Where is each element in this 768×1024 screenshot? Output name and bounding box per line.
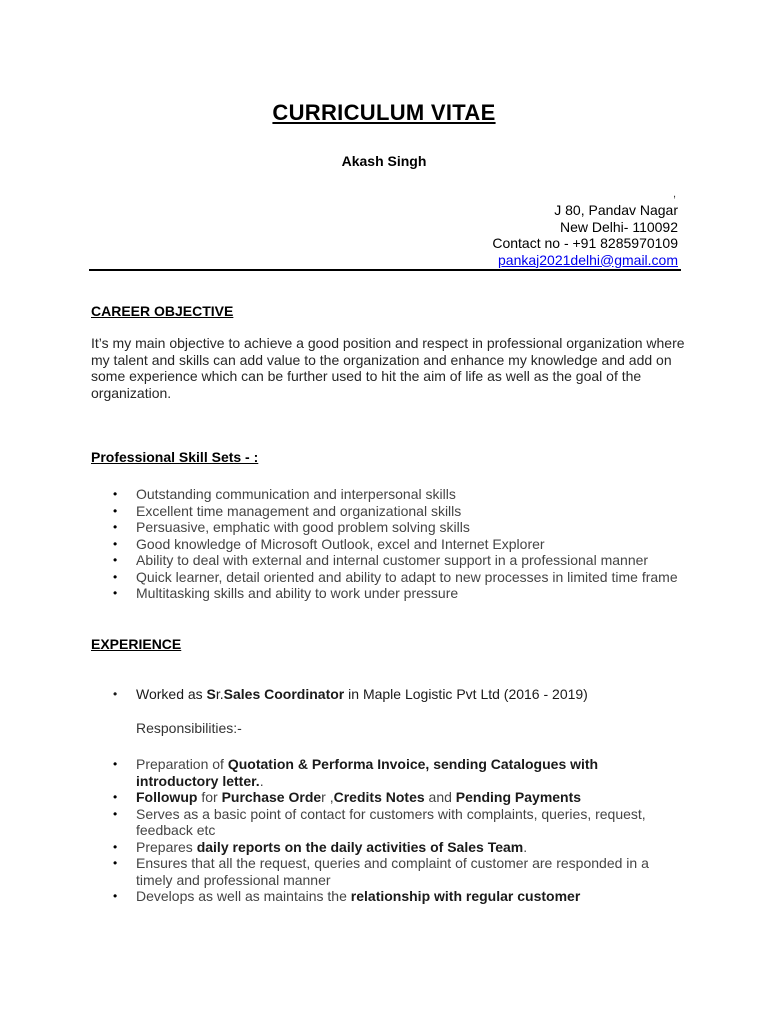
contact-number: Contact no - +91 8285970109	[492, 235, 678, 251]
list-item	[91, 855, 661, 888]
resp-text: r ,	[321, 789, 334, 805]
bullet-icon: •	[113, 503, 118, 518]
objective-line: It’s my main objective to achieve a good position and respect in professional organization where	[91, 335, 685, 351]
document-title: CURRICULUM VITAE	[272, 100, 496, 125]
resp-bold: relationship with regular customer	[350, 888, 581, 904]
objective-line: organization.	[91, 384, 172, 401]
bullet-icon: •	[113, 487, 118, 501]
contact-block	[492, 202, 678, 268]
resp-bold: Purchase Orde	[221, 789, 322, 805]
list-item	[91, 839, 661, 856]
bullet-icon: •	[113, 520, 118, 534]
job-title: Sales Coordinator	[223, 686, 345, 702]
resp-bold: Quotation & Performa Invoice, sending Catalogues with	[227, 756, 599, 772]
job-s: S	[206, 686, 216, 702]
responsibilities-list	[91, 756, 661, 905]
resp-bold: Followup	[136, 789, 198, 805]
bullet-icon: •	[113, 757, 118, 771]
bullet-icon: •	[113, 553, 118, 567]
objective-line: my talent and skills can add value to the organization and enhance my knowledge and add on	[91, 351, 672, 368]
bullet-icon: •	[113, 536, 118, 551]
bullet-icon: •	[113, 569, 118, 584]
resp-bold: Credits Notes	[333, 789, 425, 805]
list-item	[91, 503, 678, 520]
career-objective-heading: CAREER OBJECTIVE	[91, 303, 234, 319]
header-divider	[89, 269, 681, 271]
resp-text: Develops as well as maintains the	[136, 888, 351, 904]
job-company: in Maple Logistic Pvt Ltd (2016 - 2019)	[344, 686, 588, 702]
resp-text: Prepares	[136, 838, 197, 855]
resp-bold: introductory letter.	[136, 772, 260, 789]
job-text	[91, 686, 588, 702]
skill-text: Outstanding communication and interpersonal skills	[136, 486, 456, 502]
resp-text: .	[523, 838, 528, 855]
bullet-icon: •	[113, 806, 118, 821]
bullet-icon: •	[113, 839, 118, 854]
resp-text: Serves as a basic point of contact for customers with complaints, queries, request,	[136, 805, 646, 822]
skills-list	[91, 486, 678, 602]
list-item	[91, 519, 678, 536]
bullet-icon: •	[113, 790, 118, 804]
job-prefix: Worked as	[136, 686, 207, 702]
skill-text: Quick learner, detail oriented and ability to adapt to new processes in limited time frame	[136, 568, 678, 585]
list-item	[91, 585, 678, 602]
job-entry	[91, 686, 588, 702]
experience-heading: EXPERIENCE	[91, 636, 182, 652]
bullet-icon: •	[113, 856, 118, 870]
objective-line: some experience which can be further used to hit the aim of life as well as the goal of the	[91, 368, 642, 384]
list-item	[91, 569, 678, 586]
resp-text: Preparation of	[136, 756, 228, 772]
bullet-icon: •	[113, 687, 118, 701]
skill-text: Persuasive, emphatic with good problem solving skills	[136, 519, 470, 535]
resp-text: feedback etc	[136, 822, 216, 838]
skills-heading: Professional Skill Sets - :	[91, 449, 259, 465]
list-item	[91, 552, 678, 569]
list-item	[91, 536, 678, 553]
skill-text: Ability to deal with external and internal customer support in a professional manner	[136, 552, 649, 568]
candidate-name: Akash Singh	[341, 153, 427, 169]
bullet-icon: •	[113, 586, 118, 600]
email-link[interactable]: pankaj2021delhi@gmail.com	[498, 251, 678, 268]
list-item	[91, 888, 661, 905]
list-item	[91, 806, 661, 839]
address-line-2: New Delhi- 110092	[559, 218, 678, 235]
skill-text: Good knowledge of Microsoft Outlook, excel and Internet Explorer	[136, 535, 545, 552]
resp-bold: daily reports on the daily activities of Sales Team	[196, 838, 524, 855]
address-line-1: J 80, Pandav Nagar	[554, 202, 678, 218]
bullet-icon: •	[113, 889, 118, 903]
resp-text: timely and professional manner	[136, 871, 331, 888]
skill-text: Multitasking skills and ability to work under pressure	[136, 585, 459, 601]
job-r: r.	[215, 686, 224, 702]
skill-text: Excellent time management and organizational skills	[136, 502, 462, 519]
career-objective-text	[91, 335, 691, 401]
responsibilities-label: Responsibilities:-	[136, 720, 242, 736]
resp-text: for	[197, 789, 222, 805]
resp-text: .	[259, 772, 264, 789]
resp-bold: Pending Payments	[455, 789, 582, 805]
stray-mark: ,	[673, 188, 677, 200]
resp-text: Ensures that all the request, queries and complaint of customer are responded in a	[136, 855, 649, 871]
list-item	[91, 486, 678, 503]
list-item	[91, 789, 661, 806]
resp-text: and	[424, 789, 456, 805]
list-item	[91, 756, 661, 789]
